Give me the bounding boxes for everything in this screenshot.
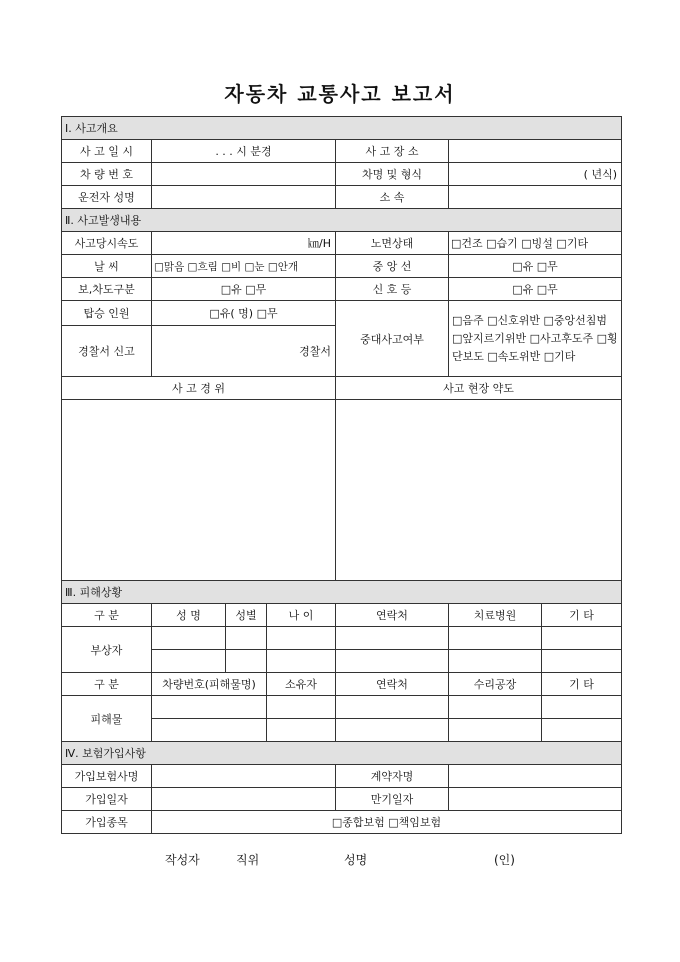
accident-place-field[interactable] bbox=[449, 140, 622, 163]
speed-field[interactable]: ㎞/H bbox=[152, 232, 336, 255]
insurer-field[interactable] bbox=[152, 765, 336, 788]
vehicle-model-label: 차명 및 형식 bbox=[336, 163, 449, 186]
accident-datetime-label: 사 고 일 시 bbox=[62, 140, 152, 163]
sketch-area[interactable] bbox=[336, 400, 622, 581]
section-1-heading: Ⅰ. 사고개요 bbox=[62, 117, 622, 140]
circumstances-area[interactable] bbox=[62, 400, 336, 581]
insurance-type-options[interactable]: □종합보험 □책임보험 bbox=[152, 811, 622, 834]
writer-label: 작성자 bbox=[165, 853, 200, 867]
property-contact-cell[interactable] bbox=[336, 696, 449, 719]
injured-gender-cell[interactable] bbox=[226, 627, 267, 650]
vehicle-model-field[interactable]: ( 년식) bbox=[449, 163, 622, 186]
property-owner-cell[interactable] bbox=[267, 696, 336, 719]
injured-other-cell[interactable] bbox=[542, 650, 622, 673]
injured-hospital-cell[interactable] bbox=[449, 627, 542, 650]
injured-age-cell[interactable] bbox=[267, 650, 336, 673]
road-condition-options[interactable]: □건조 □습기 □빙설 □기타 bbox=[449, 232, 622, 255]
injured-header-other: 기 타 bbox=[542, 604, 622, 627]
injured-hospital-cell[interactable] bbox=[449, 650, 542, 673]
vehicle-number-label: 차 량 번 호 bbox=[62, 163, 152, 186]
sidewalk-options[interactable]: □유 □무 bbox=[152, 278, 336, 301]
contractor-label: 계약자명 bbox=[336, 765, 449, 788]
injured-header-gender: 성별 bbox=[226, 604, 267, 627]
seal-mark: (인) bbox=[494, 853, 515, 867]
document-title: 자동차 교통사고 보고서 bbox=[224, 82, 456, 106]
injured-label: 부상자 bbox=[62, 627, 152, 673]
injured-header-hospital: 치료병원 bbox=[449, 604, 542, 627]
property-header-category: 구 분 bbox=[62, 673, 152, 696]
expiry-date-field[interactable] bbox=[449, 788, 622, 811]
contractor-field[interactable] bbox=[449, 765, 622, 788]
centerline-options[interactable]: □유 □무 bbox=[449, 255, 622, 278]
property-vehicle-cell[interactable] bbox=[152, 696, 267, 719]
major-accident-options[interactable]: □음주 □신호위반 □중앙선침범 □앞지르기위반 □사고후도주 □횡단보도 □속도위반 □기타 bbox=[449, 301, 622, 377]
driver-name-field[interactable] bbox=[152, 186, 336, 209]
injured-other-cell[interactable] bbox=[542, 627, 622, 650]
centerline-label: 중 앙 선 bbox=[336, 255, 449, 278]
traffic-signal-options[interactable]: □유 □무 bbox=[449, 278, 622, 301]
sidewalk-label: 보,차도구분 bbox=[62, 278, 152, 301]
property-repair-cell[interactable] bbox=[449, 719, 542, 742]
property-label: 피해물 bbox=[62, 696, 152, 742]
property-other-cell[interactable] bbox=[542, 696, 622, 719]
vehicle-number-field[interactable] bbox=[152, 163, 336, 186]
property-header-contact: 연락처 bbox=[336, 673, 449, 696]
property-repair-cell[interactable] bbox=[449, 696, 542, 719]
weather-options[interactable]: □맑음 □흐림 □비 □눈 □안개 bbox=[152, 255, 336, 278]
injured-header-category: 구 분 bbox=[62, 604, 152, 627]
insurer-label: 가입보험사명 bbox=[62, 765, 152, 788]
name-label: 성명 bbox=[344, 853, 368, 867]
injured-header-contact: 연락처 bbox=[336, 604, 449, 627]
property-header-repair-shop: 수리공장 bbox=[449, 673, 542, 696]
property-header-vehicle: 차량번호(피해물명) bbox=[152, 673, 267, 696]
passenger-options[interactable]: □유( 명) □무 bbox=[152, 301, 336, 326]
section-3-heading: Ⅲ. 피해상황 bbox=[62, 581, 622, 604]
property-vehicle-cell[interactable] bbox=[152, 719, 267, 742]
affiliation-field[interactable] bbox=[449, 186, 622, 209]
weather-label: 날 씨 bbox=[62, 255, 152, 278]
injured-age-cell[interactable] bbox=[267, 627, 336, 650]
injured-contact-cell[interactable] bbox=[336, 627, 449, 650]
accident-datetime-field[interactable]: . . . 시 분경 bbox=[152, 140, 336, 163]
property-header-other: 기 타 bbox=[542, 673, 622, 696]
injured-contact-cell[interactable] bbox=[336, 650, 449, 673]
join-date-label: 가입일자 bbox=[62, 788, 152, 811]
police-report-label: 경찰서 신고 bbox=[62, 326, 152, 377]
police-report-field[interactable]: 경찰서 bbox=[152, 326, 336, 377]
affiliation-label: 소 속 bbox=[336, 186, 449, 209]
injured-header-age: 나 이 bbox=[267, 604, 336, 627]
join-date-field[interactable] bbox=[152, 788, 336, 811]
driver-name-label: 운전자 성명 bbox=[62, 186, 152, 209]
section-4-heading: Ⅳ. 보험가입사항 bbox=[62, 742, 622, 765]
property-other-cell[interactable] bbox=[542, 719, 622, 742]
injured-name-cell[interactable] bbox=[152, 650, 226, 673]
passenger-label: 탑승 인원 bbox=[62, 301, 152, 326]
major-accident-label: 중대사고여부 bbox=[336, 301, 449, 377]
sketch-header: 사고 현장 약도 bbox=[336, 377, 622, 400]
traffic-signal-label: 신 호 등 bbox=[336, 278, 449, 301]
property-header-owner: 소유자 bbox=[267, 673, 336, 696]
insurance-type-label: 가입종목 bbox=[62, 811, 152, 834]
report-form bbox=[61, 116, 622, 834]
section-2-heading: Ⅱ. 사고발생내용 bbox=[62, 209, 622, 232]
property-owner-cell[interactable] bbox=[267, 719, 336, 742]
expiry-date-label: 만기일자 bbox=[336, 788, 449, 811]
circumstances-header: 사 고 경 위 bbox=[62, 377, 336, 400]
injured-gender-cell[interactable] bbox=[226, 650, 267, 673]
injured-header-name: 성 명 bbox=[152, 604, 226, 627]
speed-label: 사고당시속도 bbox=[62, 232, 152, 255]
injured-name-cell[interactable] bbox=[152, 627, 226, 650]
accident-place-label: 사 고 장 소 bbox=[336, 140, 449, 163]
road-condition-label: 노면상태 bbox=[336, 232, 449, 255]
position-label: 직위 bbox=[236, 853, 260, 867]
property-contact-cell[interactable] bbox=[336, 719, 449, 742]
